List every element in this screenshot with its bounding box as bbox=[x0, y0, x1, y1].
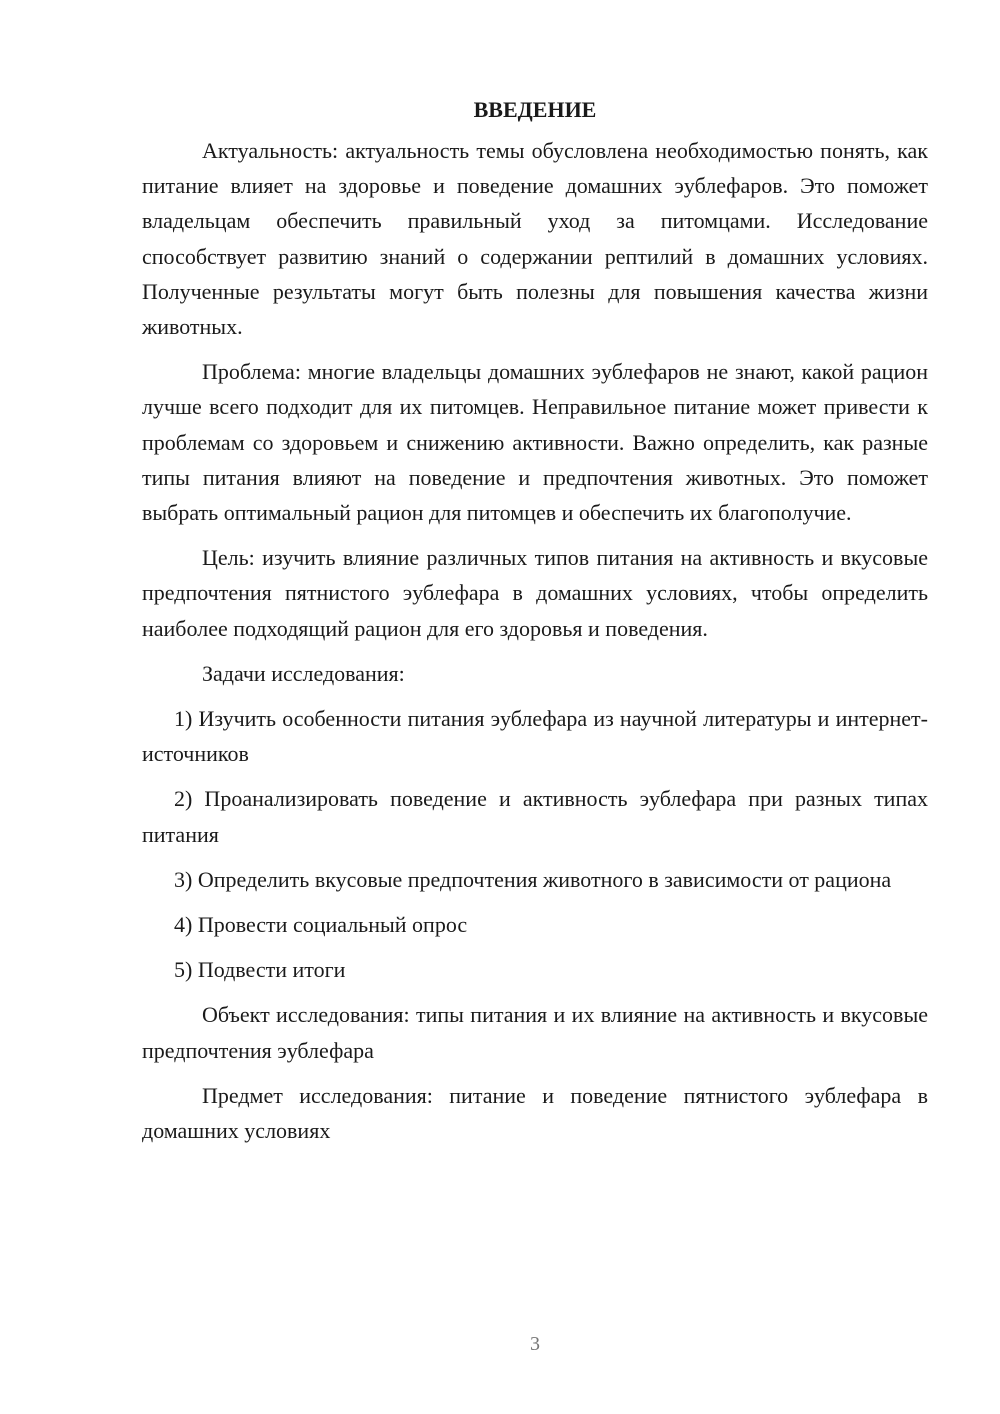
task-item-4: 4) Провести социальный опрос bbox=[174, 912, 468, 938]
page-number: 3 bbox=[530, 1333, 540, 1355]
task-item-5: 5) Подвести итоги bbox=[174, 957, 346, 983]
task-item-2: 2) Проанализировать поведение и активность эублефара при разных типах питания bbox=[142, 786, 928, 847]
goal-paragraph: Цель: изучить влияние различных типов питания на активность и вкусовые предпочтения пятнистого эублефара в домашних условиях, чтобы определить наиболее подходящий рацион для его здоровья и поведения. bbox=[142, 545, 928, 641]
task-item-3: 3) Определить вкусовые предпочтения животного в зависимости от рациона bbox=[174, 866, 892, 892]
page-title: ВВЕДЕНИЕ bbox=[473, 97, 597, 122]
task-item-1: 1) Изучить особенности питания эублефара из научной литературы и интернет-источников bbox=[142, 706, 928, 767]
subject-paragraph: Предмет исследования: питание и поведение пятнистого эублефара в домашних условиях bbox=[142, 1082, 928, 1144]
object-paragraph: Объект исследования: типы питания и их влияние на активность и вкусовые предпочтения эублефара bbox=[142, 1002, 928, 1063]
tasks-heading: Задачи исследования: bbox=[202, 660, 405, 686]
problem-paragraph: Проблема: многие владельцы домашних эублефаров не знают, какой рацион лучше всего подходит для их питомцев. Неправильное питание может привести к проблемам со здоровьем и снижению активности. Важно определить, как разные типы питания влияют на поведение и предпочтения животных. Это поможет выбрать оптимальный рацион для питомцев и обеспечить их благополучие. bbox=[142, 359, 928, 526]
relevance-paragraph: Актуальность: актуальность темы обусловлена необходимостью понять, как питание влияет на здоровье и поведение домашних эублефаров. Это поможет владельцам обеспечить правильный уход за питомцами. Исследование способствует развитию знаний о содержании рептилий в домашних условиях. Полученные результаты могут быть полезны для повышения качества жизни животных. bbox=[142, 138, 928, 340]
document-page bbox=[142, 92, 928, 1158]
